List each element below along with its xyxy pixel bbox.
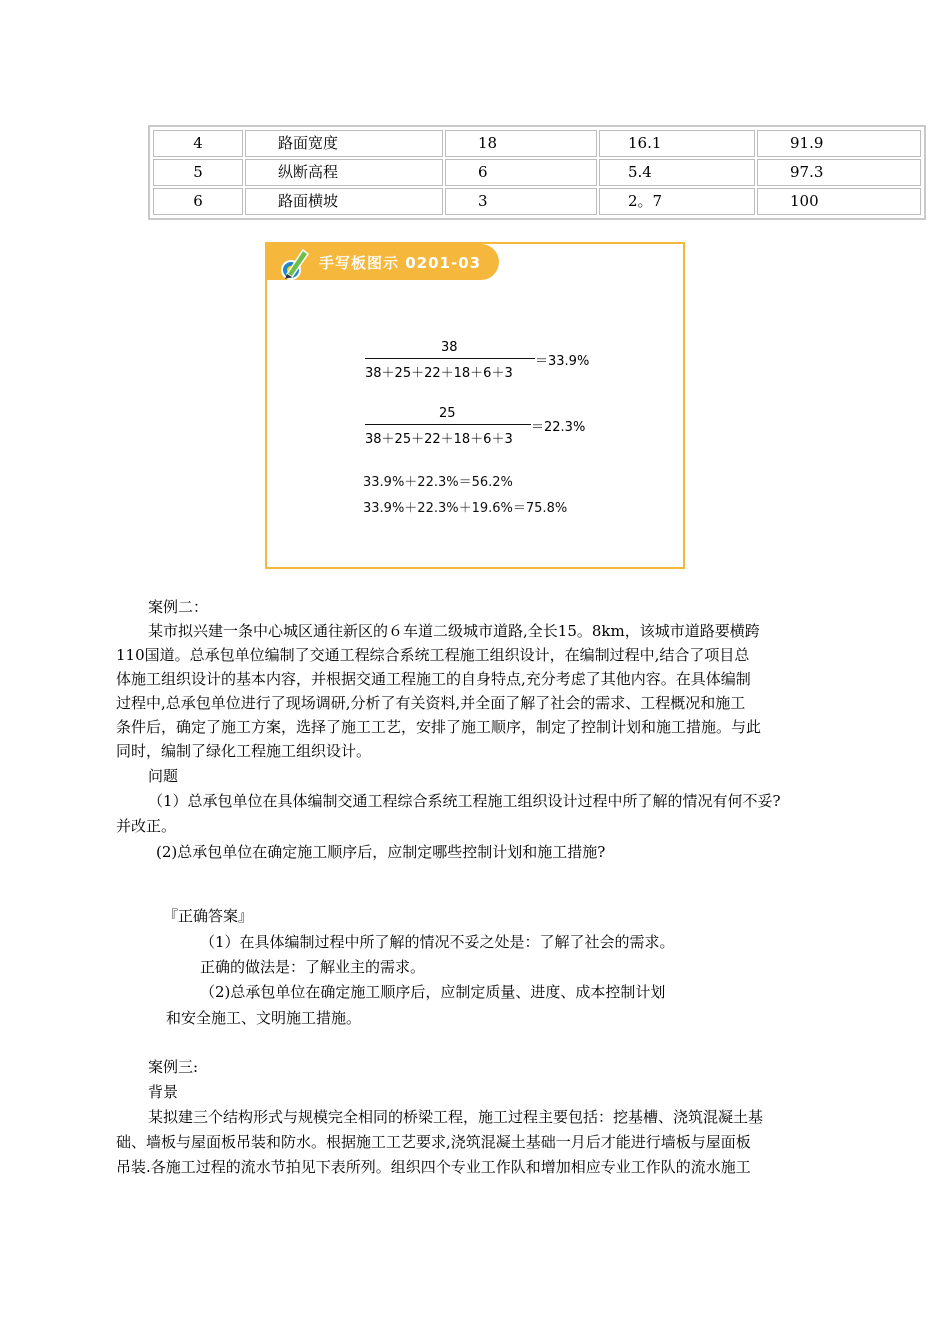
paragraph-line: 某市拟兴建一条中心城区通往新区的６车道二级城市道路,全长15。8km，该城市道路要横跨 [148,622,760,640]
answer-title: 『正确答案』 [163,907,254,925]
data-table [148,125,926,220]
table-cell: 6 [445,159,597,186]
fraction-result: ＝33.9% [535,354,590,369]
table-cell: 18 [445,130,597,157]
paragraph-line: 吊装.各施工过程的流水节拍见下表所列。组织四个专业工作队和增加相应专业工作队的流水施工 [116,1158,751,1176]
handwriting-board [265,242,685,569]
fraction-bar [365,358,535,359]
fraction-bar [365,424,531,425]
paragraph-line: 础、墙板与屋面板吊装和防水。根据施工工艺要求,浇筑混凝土基础一月后才能进行墙板与屋面板 [116,1133,751,1151]
answer-2-cont: 和安全施工、文明施工措施。 [166,1009,362,1027]
fraction-numerator: 38 [441,340,458,355]
sum-line-1: 33.9%＋22.3%＝56.2% [363,475,513,490]
table-cell: 91.9 [757,130,921,157]
board-header [267,244,499,280]
table-row [153,159,921,186]
fraction-result: ＝22.3% [531,420,586,435]
table-cell: 5.4 [599,159,755,186]
fraction-denominator: 38＋25＋22＋18＋6＋3 [365,366,513,381]
table-cell: 3 [445,188,597,215]
pen-icon [273,246,313,280]
question-title: 问题 [148,767,179,785]
paragraph-line: 同时，编制了绿化工程施工组织设计。 [116,742,372,760]
case3-title: 案例三: [148,1058,199,1076]
question-2: (2)总承包单位在确定施工顺序后，应制定哪些控制计划和施工措施? [156,843,606,861]
table-row [153,130,921,157]
fraction-numerator: 25 [439,406,456,421]
paragraph-line: 过程中,总承包单位进行了现场调研,分析了有关资料,并全面了解了社会的需求、工程概况和施工 [116,694,746,712]
paragraph-line: 体施工组织设计的基本内容，并根据交通工程施工的自身特点,充分考虑了其他内容。在具体编制 [116,670,751,688]
sum-line-2: 33.9%＋22.3%＋19.6%＝75.8% [363,501,568,516]
case2-title: 案例二： [148,598,209,616]
table-cell: 4 [153,130,243,157]
paragraph-line: 某拟建三个结构形式与规模完全相同的桥梁工程，施工过程主要包括：挖基槽、浇筑混凝土基 [148,1108,764,1126]
table-cell: 6 [153,188,243,215]
table-cell: 5 [153,159,243,186]
question-1-cont: 并改正。 [116,817,177,835]
answer-1-cont: 正确的做法是：了解业主的需求。 [200,958,426,976]
board-title: 手写板图示 0201-03 [319,254,482,272]
question-1: （1）总承包单位在具体编制交通工程综合系统工程施工组织设计过程中所了解的情况有何不妥? [148,792,781,810]
answer-2: （2)总承包单位在确定施工顺序后，应制定质量、进度、成本控制计划 [200,983,666,1001]
table-cell: 路面宽度 [245,130,443,157]
background-title: 背景 [148,1083,179,1101]
fraction-denominator: 38＋25＋22＋18＋6＋3 [365,432,513,447]
table-cell: 路面横坡 [245,188,443,215]
table-cell: 纵断高程 [245,159,443,186]
table-cell: 16.1 [599,130,755,157]
table-cell: 97.3 [757,159,921,186]
table-cell: 2。7 [599,188,755,215]
table-row [153,188,921,215]
paragraph-line: 条件后，确定了施工方案，选择了施工工艺，安排了施工顺序，制定了控制计划和施工措施。与此 [116,718,762,736]
paragraph-line: 110国道。总承包单位编制了交通工程综合系统工程施工组织设计，在编制过程中,结合了项目总 [116,646,750,664]
table-cell: 100 [757,188,921,215]
answer-1: （1）在具体编制过程中所了解的情况不妥之处是：了解了社会的需求。 [200,933,675,951]
